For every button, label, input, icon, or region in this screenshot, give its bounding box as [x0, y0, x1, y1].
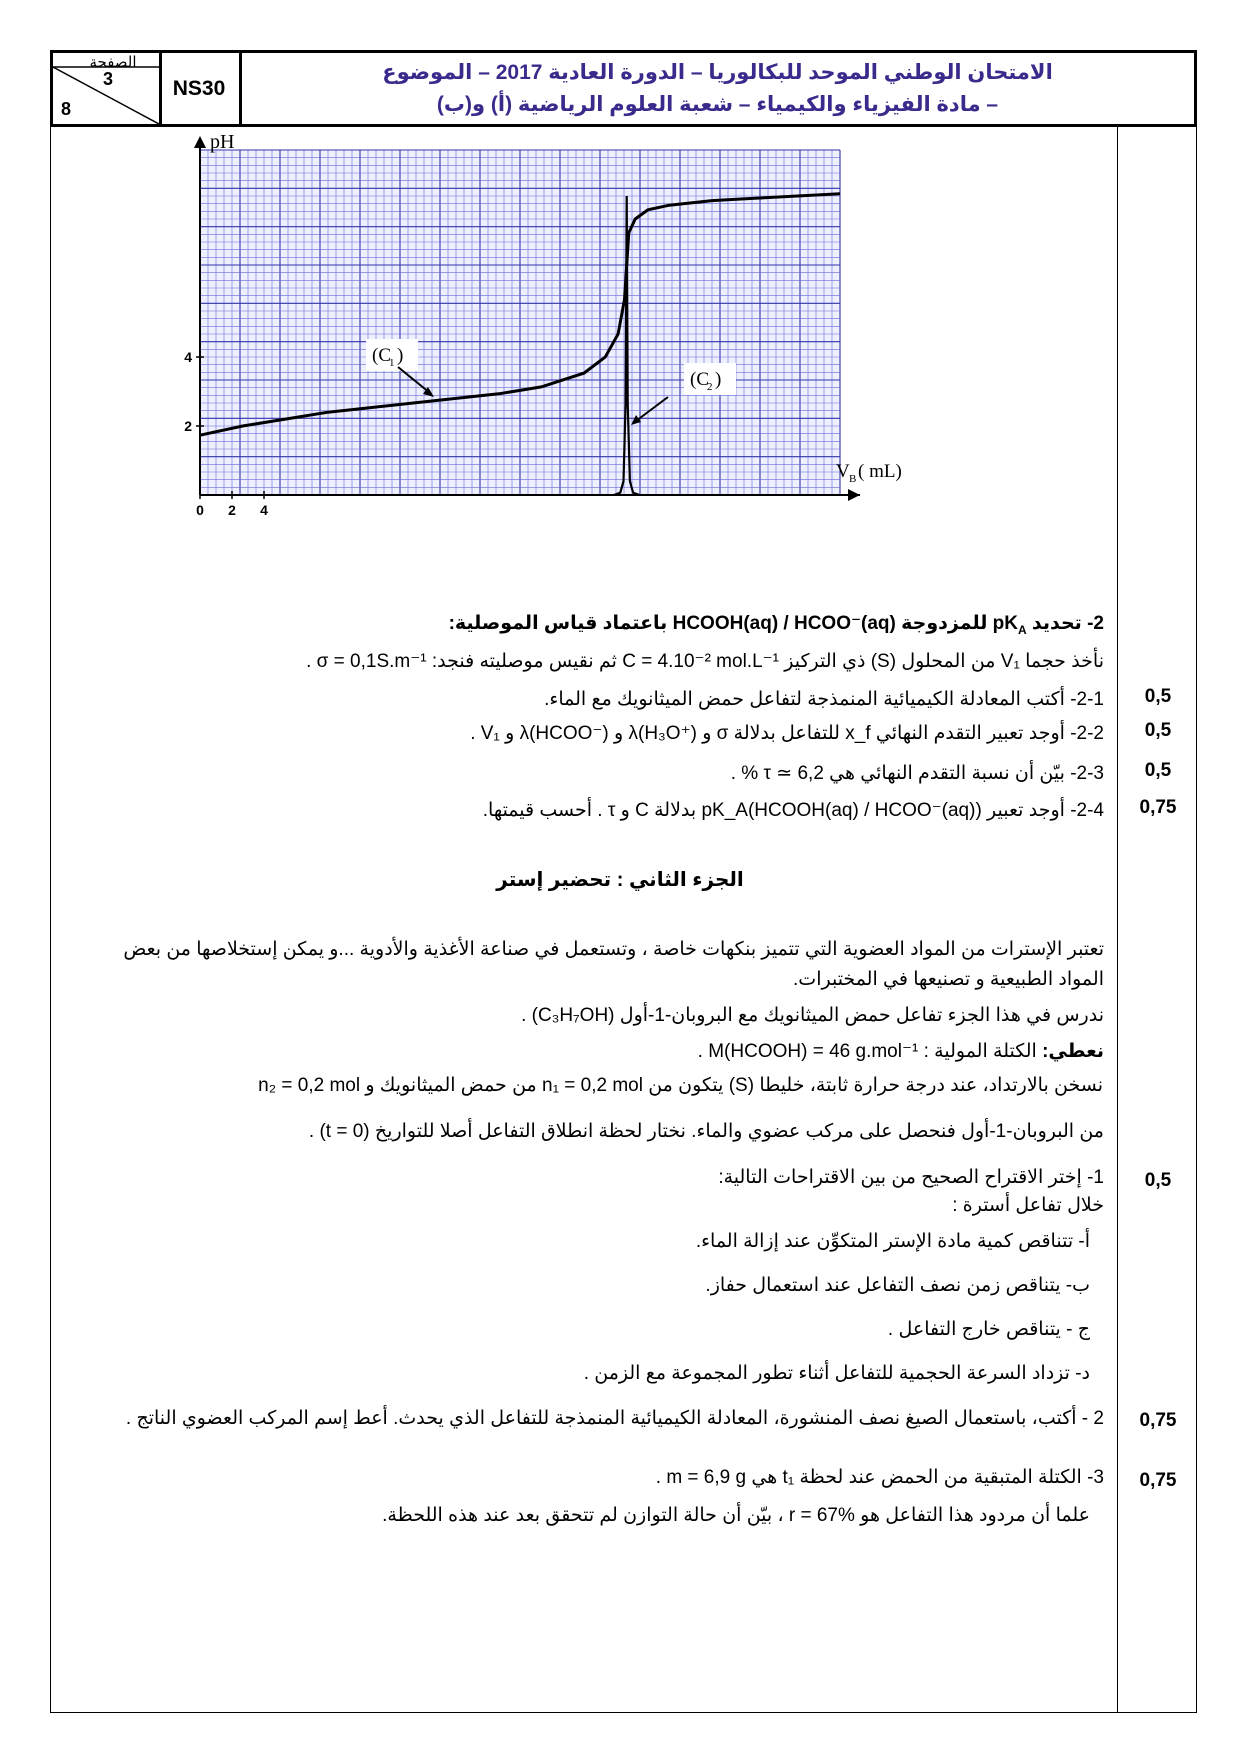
question-2: 2 - أكتب، باستعمال الصيغ نصف المنشورة، المعادلة الكيميائية المنمذجة للتفاعل الذي يحدث. أعط إسم المركب العضوي الناتج . — [125, 1408, 1104, 1429]
y-tick-label: 2 — [184, 418, 192, 434]
score-2-2: 0,5 — [1144, 720, 1172, 741]
score-2-4: 0,75 — [1139, 797, 1177, 818]
question-1-lead: خلال تفاعل أسترة : — [952, 1195, 1104, 1216]
section-2-title-rest: للمزدوجة HCOOH(aq) / HCOO⁻(aq) باعتماد قياس الموصلية: — [448, 613, 993, 634]
score-2-3: 0,5 — [1144, 760, 1172, 781]
part1-intro: نأخذ حجما V₁ من المحلول (S) ذي التركيز C = 4.10⁻² mol.L⁻¹ ثم نقيس موصليته فنجد: σ = 0,1S.m⁻¹ . — [306, 651, 1104, 672]
x-axis-arrow — [848, 489, 860, 501]
chart-grid — [200, 150, 840, 495]
curve-label-c1-close: ) — [397, 345, 404, 366]
question-3-detail: علما أن مردود هذا التفاعل هو r = 67% ، بيّن أن حالة التوازن لم تتحقق بعد عند هذه اللحظة. — [382, 1505, 1090, 1526]
given-value: الكتلة المولية : M(HCOOH) = 46 g.mol⁻¹ . — [697, 1041, 1043, 1062]
option-a: أ- تتناقص كمية مادة الإستر المتكوِّن عند إزالة الماء. — [695, 1231, 1090, 1252]
x-tick-label: 2 — [228, 502, 236, 518]
curve-label-c1-sub: 1 — [389, 357, 395, 369]
page-label: الصفحة — [89, 54, 137, 71]
score-3: 0,75 — [1139, 1470, 1177, 1491]
x-tick-label: 0 — [196, 502, 204, 518]
question-2-3: 2-3- بيّن أن نسبة التقدم النهائي هي τ ≃ 6,2 % . — [730, 763, 1104, 784]
y-axis-arrow — [194, 136, 206, 148]
titration-chart — [180, 135, 960, 585]
page-total: 8 — [61, 99, 72, 119]
part2-paragraph-2: ندرس في هذا الجزء تفاعل حمض الميثانويك مع البروبان-1-أول (C₃H₇OH) . — [521, 1005, 1104, 1026]
curve-label-c2-close: ) — [715, 369, 722, 390]
given-label: نعطي: — [1042, 1041, 1104, 1062]
option-d: د- تزداد السرعة الحجمية للتفاعل أثناء تطور المجموعة مع الزمن . — [583, 1363, 1090, 1384]
exam-title-line1: الامتحان الوطني الموحد للبكالوريا – الدورة العادية 2017 – الموضوع — [382, 61, 1053, 84]
exam-title — [241, 53, 1194, 124]
score-column-divider — [1117, 127, 1118, 1713]
curve-label-c2-sub: 2 — [707, 381, 713, 393]
section-2-title-main: 2- تحديد pK — [992, 613, 1104, 634]
page-number: 3 — [103, 69, 114, 89]
question-1: 1- إختر الاقتراح الصحيح من بين الاقتراحات التالية: — [718, 1167, 1104, 1188]
exam-title-line2: – مادة الفيزياء والكيمياء – شعبة العلوم الرياضية (أ) و(ب) — [436, 93, 999, 116]
y-axis-label: pH — [210, 135, 235, 153]
curve-label-c2: (C — [690, 369, 709, 390]
given-data — [698, 1038, 1104, 1066]
question-2-1: 2-1- أكتب المعادلة الكيميائية المنمذجة لتفاعل حمض الميثانويك مع الماء. — [544, 689, 1104, 710]
part2-paragraph-1: تعتبر الإسترات من المواد العضوية التي تتميز بنكهات خاصة ، وتستعمل في صناعة الأغذية والأدوية ...و يمكن إستخلاصها من بعض المواد الطبيعية و تصنيعها في المختبرات. — [123, 939, 1104, 990]
page-header — [50, 50, 1197, 127]
option-c: ج - يتناقص خارج التفاعل . — [887, 1319, 1090, 1340]
score-2-1: 0,5 — [1144, 686, 1172, 707]
x-tick-label: 4 — [260, 502, 268, 518]
option-b: ب- يتناقص زمن نصف التفاعل عند استعمال حفاز. — [705, 1275, 1090, 1296]
part-2-title: الجزء الثاني : تحضير إستر — [496, 869, 744, 891]
question-2-2: 2-2- أوجد تعبير التقدم النهائي x_f للتفاعل بدلالة σ و λ(H₃O⁺) و λ(HCOO⁻) و V₁ . — [470, 723, 1104, 744]
x-axis-label: V — [836, 461, 850, 482]
x-axis-label-unit: ( mL) — [858, 461, 902, 482]
exam-code: NS30 — [159, 53, 242, 124]
question-3: 3- الكتلة المتبقية من الحمض عند لحظة t₁ هي m = 6,9 g . — [655, 1467, 1104, 1488]
part2-paragraph-4: من البروبان-1-أول فنحصل على مركب عضوي والماء. نختار لحظة انطلاق التفاعل أصلا للتواريخ (t = 0) . — [308, 1121, 1104, 1142]
part2-paragraph-3: نسخن بالارتداد، عند درجة حرارة ثابتة، خليطا (S) يتكون من n₁ = 0,2 mol من حمض الميثانويك و n₂ = 0,2 mol — [258, 1075, 1103, 1096]
score-1: 0,5 — [1144, 1170, 1172, 1191]
section-2-title: 2- تحديد $pK_A$ للمزدوجة HCOOH(aq) / HCOO⁻(aq) باعتماد قياس الموصلية: — [448, 613, 1104, 637]
page-number-box — [53, 53, 162, 124]
question-2-4: 2-4- أوجد تعبير pK_A(HCOOH(aq) / HCOO⁻(aq)) بدلالة C و τ . أحسب قيمتها. — [482, 800, 1104, 821]
score-2: 0,75 — [1139, 1410, 1177, 1431]
y-tick-label: 4 — [184, 349, 192, 365]
curve-label-c1: (C — [372, 345, 391, 366]
x-axis-label-sub: B — [849, 473, 857, 485]
